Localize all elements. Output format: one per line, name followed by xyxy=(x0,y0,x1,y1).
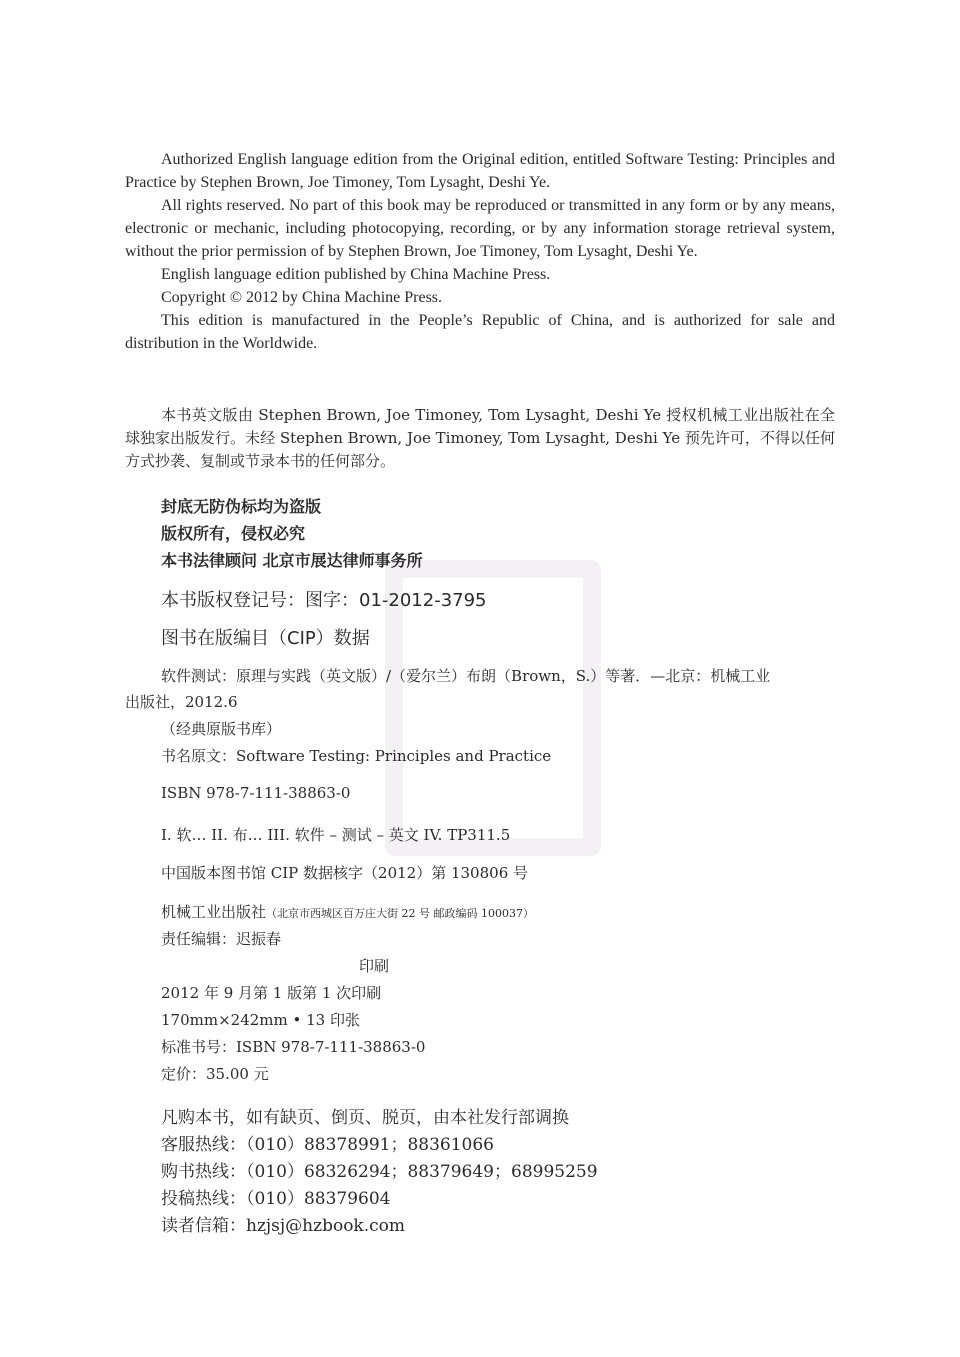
publisher-address: （北京市西城区百万庄大街 22 号 邮政编码 100037） xyxy=(266,907,534,920)
cip-classification: I. 软… II. 布… III. 软件 – 测试 – 英文 IV. TP311.5 xyxy=(161,826,511,844)
standard-number: 标准书号：ISBN 978-7-111-38863-0 xyxy=(161,1038,426,1056)
price: 定价：35.00 元 xyxy=(161,1065,269,1083)
publisher-line xyxy=(161,901,534,922)
notice-legal: 本书法律顾问 北京市展达律师事务所 xyxy=(161,551,423,570)
english-paragraph: English language edition published by China Machine Press. xyxy=(161,266,551,283)
english-paragraph: All rights reserved. No part of this book may be reproduced or transmitted in any form or by any means, electronic or mechanic, including photocopying, recording, or by any information storage retrieval system, without the prior permission of by Stephen Brown, Joe Timoney, Tom Lysaght, Deshi Ye. xyxy=(125,197,835,260)
notice-rights: 版权所有，侵权必究 xyxy=(161,524,306,543)
english-paragraph: Authorized English language edition from the Original edition, entitled Software Testing: Principles and Practice by Stephen Brown, Joe Timoney, Tom Lysaght, Deshi Ye. xyxy=(125,151,835,191)
contact-purchase: 购书热线：（010）68326294；88379649；68995259 xyxy=(161,1162,598,1182)
cip-title: 图书在版编目（CIP）数据 xyxy=(161,628,370,649)
notice-anti-piracy: 封底无防伪标均为盗版 xyxy=(161,497,322,516)
contact-email: 读者信箱：hzjsj@hzbook.com xyxy=(161,1216,406,1236)
cip-isbn: ISBN 978-7-111-38863-0 xyxy=(161,784,351,802)
contact-submission: 投稿热线：（010）88379604 xyxy=(161,1189,391,1209)
cip-series: （经典原版书库） xyxy=(161,720,282,738)
english-paragraph: Copyright © 2012 by China Machine Press. xyxy=(161,289,443,306)
chinese-paragraph: 本书英文版由 Stephen Brown, Joe Timoney, Tom Lysaght, Deshi Ye 授权机械工业出版社在全球独家出版发行。未经 Stephen Brown, Joe Timoney, Tom Lysaght, Deshi Ye 预先许可，不得以任何方式抄袭、复制或节录本书的任何部分。 xyxy=(125,406,835,470)
cip-line-1: 软件测试：原理与实践（英文版）/（爱尔兰）布朗（Brown，S.）等著．—北京：机械工业 xyxy=(161,667,771,685)
english-paragraph: This edition is manufactured in the People’s Republic of China, and is authorized for sale and distribution in the Worldwide. xyxy=(125,312,835,352)
cip-number: 中国版本图书馆 CIP 数据核字（2012）第 130806 号 xyxy=(161,864,529,882)
publisher-name: 机械工业出版社 xyxy=(161,903,267,921)
copyright-chinese xyxy=(125,404,835,473)
copyright-english xyxy=(125,148,835,355)
edition: 2012 年 9 月第 1 版第 1 次印刷 xyxy=(161,984,382,1002)
editor: 责任编辑：迟振春 xyxy=(161,930,282,948)
printing: 印刷 xyxy=(359,957,390,975)
contact-service: 客服热线：（010）88378991；88361066 xyxy=(161,1135,495,1155)
book-format: 170mm×242mm • 13 印张 xyxy=(161,1011,360,1029)
registration-number: 本书版权登记号：图字：01-2012-3795 xyxy=(161,590,487,611)
cip-original-title: 书名原文：Software Testing: Principles and Practice xyxy=(161,747,552,765)
cip-line-2: 出版社，2012.6 xyxy=(125,693,238,711)
contact-notice: 凡购本书，如有缺页、倒页、脱页，由本社发行部调换 xyxy=(161,1108,569,1128)
